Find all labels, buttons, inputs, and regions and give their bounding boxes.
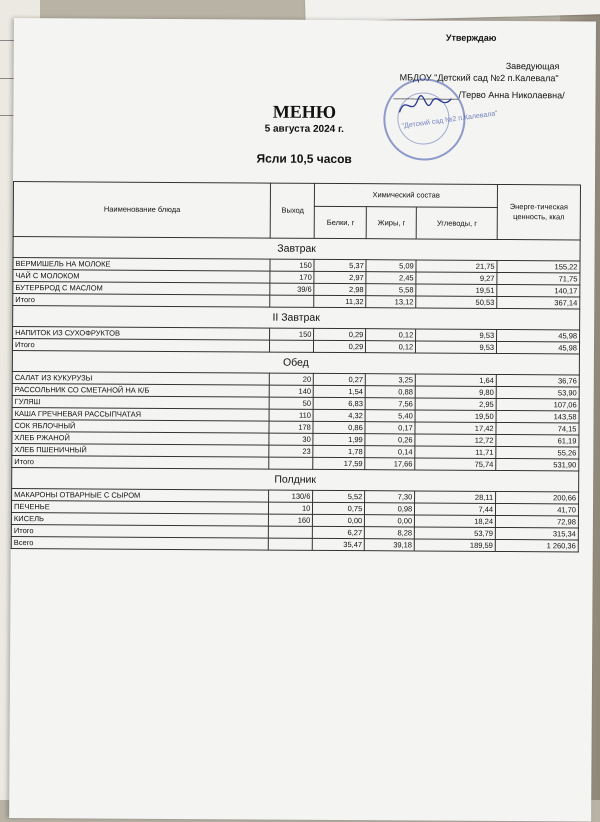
dish-energy: 74,15: [496, 422, 579, 435]
dish-carbs: 9,80: [415, 386, 496, 398]
header-fat: Жиры, г: [366, 207, 416, 239]
empty-cell: [269, 457, 313, 469]
dish-carbs: 9,27: [416, 272, 497, 284]
header-yield: Выход: [271, 183, 315, 238]
dish-protein: 1,54: [314, 385, 366, 397]
dish-fat: 0,88: [365, 386, 415, 398]
total-p: 0,29: [314, 340, 366, 352]
dish-protein: 0,86: [313, 421, 365, 433]
dish-yield: 178: [269, 421, 313, 433]
dish-carbs: 7,44: [415, 503, 496, 515]
dish-energy: 61,19: [496, 434, 579, 447]
dish-energy: 55,26: [496, 446, 579, 459]
dish-fat: 0,14: [365, 446, 415, 458]
total-p: 17,59: [313, 457, 365, 469]
document-date: 5 августа 2024 г.: [264, 123, 344, 136]
dish-energy: 71,75: [497, 272, 580, 285]
document-title: МЕНЮ: [272, 101, 337, 122]
dish-name: ЧАЙ С МОЛОКОМ: [13, 269, 270, 283]
total-label: Итого: [11, 524, 268, 538]
total-p: 11,32: [314, 295, 366, 307]
dish-carbs: 19,51: [416, 284, 497, 296]
empty-cell: [270, 295, 314, 307]
dish-name: НАПИТОК ИЗ СУХОФРУКТОВ: [13, 326, 270, 340]
header-energy: Энерге-тическая ценность, ккал: [497, 184, 580, 240]
dish-yield: 150: [270, 259, 314, 271]
dish-energy: 45,98: [497, 329, 580, 342]
header-carbs: Углеводы, г: [416, 207, 497, 239]
header-name: Наименование блюда: [13, 182, 271, 239]
dish-yield: 20: [270, 373, 314, 385]
dish-fat: 5,58: [366, 284, 416, 296]
dish-energy: 140,17: [497, 284, 580, 297]
dish-name: РАССОЛЬНИК СО СМЕТАНОЙ НА К/Б: [12, 383, 269, 397]
dish-carbs: 19,50: [415, 410, 496, 422]
dish-fat: 0,98: [365, 503, 415, 515]
section-title: II Завтрак: [13, 305, 580, 329]
dish-protein: 5,52: [313, 490, 365, 502]
dish-yield: 160: [269, 514, 313, 526]
dish-protein: 6,83: [313, 397, 365, 409]
dish-carbs: 11,71: [415, 446, 496, 458]
total-f: 13,12: [366, 296, 416, 308]
dish-energy: 200,66: [496, 491, 579, 504]
dish-yield: 10: [269, 502, 313, 514]
approval-heading: Утверждаю: [445, 32, 497, 43]
total-p: 6,27: [313, 526, 365, 538]
dish-fat: 3,25: [366, 374, 416, 386]
dish-name: ПЕЧЕНЬЕ: [11, 500, 268, 514]
dish-carbs: 21,75: [416, 260, 497, 272]
total-c: 53,79: [415, 527, 496, 539]
dish-energy: 143,58: [496, 410, 579, 423]
total-label: Итого: [12, 338, 269, 352]
grand-total-f: 39,18: [365, 539, 415, 551]
approval-position: Заведующая: [505, 61, 560, 72]
dish-protein: 1,99: [313, 433, 365, 445]
dish-name: МАКАРОНЫ ОТВАРНЫЕ С СЫРОМ: [12, 488, 269, 502]
total-f: 0,12: [366, 341, 416, 353]
total-e: 367,14: [497, 296, 580, 309]
dish-name: КАША ГРЕЧНЕВАЯ РАССЫПЧАТАЯ: [12, 407, 269, 421]
dish-carbs: 28,11: [415, 491, 496, 503]
total-e: 315,34: [495, 527, 578, 540]
dish-protein: 2,98: [314, 283, 366, 295]
grand-total-p: 35,47: [313, 538, 365, 550]
section-title: Полдник: [12, 467, 579, 491]
paper-above: [305, 0, 600, 22]
dish-yield: 140: [270, 385, 314, 397]
dish-protein: 5,37: [314, 259, 366, 271]
dish-protein: 0,75: [313, 502, 365, 514]
dish-yield: 39/6: [270, 283, 314, 295]
empty-cell: [269, 526, 313, 538]
total-c: 9,53: [416, 341, 497, 353]
total-label: Итого: [12, 455, 269, 469]
dish-carbs: 18,24: [415, 515, 496, 527]
dish-fat: 2,45: [366, 272, 416, 284]
section-title: Обед: [12, 350, 579, 374]
empty-cell: [270, 340, 314, 352]
dish-energy: 36,76: [496, 374, 579, 387]
empty-cell: [269, 538, 313, 550]
dish-protein: 0,00: [313, 514, 365, 526]
dish-yield: 23: [269, 445, 313, 457]
total-e: 531,90: [496, 458, 579, 471]
dish-protein: 2,97: [314, 271, 366, 283]
dish-protein: 4,32: [313, 409, 365, 421]
dish-energy: 72,98: [495, 515, 578, 528]
dish-name: ХЛЕБ ПШЕНИЧНЫЙ: [12, 443, 269, 457]
dish-carbs: 1,64: [415, 374, 496, 386]
dish-fat: 0,26: [365, 434, 415, 446]
dish-name: САЛАТ ИЗ КУКУРУЗЫ: [12, 371, 269, 385]
dish-yield: 150: [270, 328, 314, 340]
total-f: 8,28: [365, 527, 415, 539]
dish-carbs: 2,95: [415, 398, 496, 410]
grand-total-row: [11, 536, 578, 551]
dish-protein: 1,78: [313, 445, 365, 457]
dish-yield: 130/6: [269, 490, 313, 502]
dish-fat: 0,00: [365, 515, 415, 527]
approval-org: МБДОУ "Детский сад №2 п.Калевала": [399, 72, 559, 84]
grand-total-c: 189,59: [414, 539, 495, 551]
dish-name: БУТЕРБРОД С МАСЛОМ: [13, 281, 270, 295]
dish-energy: 41,70: [496, 503, 579, 516]
dish-name: ХЛЕБ РЖАНОЙ: [12, 431, 269, 445]
dish-carbs: 9,53: [416, 329, 497, 341]
total-c: 75,74: [415, 458, 496, 470]
dish-name: СОК ЯБЛОЧНЫЙ: [12, 419, 269, 433]
dish-yield: 170: [270, 271, 314, 283]
total-f: 17,66: [365, 458, 415, 470]
total-c: 50,53: [416, 296, 497, 308]
approval-signature-line: _____________/Терво Анна Николаевна/: [393, 89, 565, 101]
dish-fat: 5,40: [365, 410, 415, 422]
dish-name: КИСЕЛЬ: [11, 512, 268, 526]
grand-total-e: 1 260,36: [495, 539, 578, 552]
dish-fat: 5,09: [366, 260, 416, 272]
section-title: Завтрак: [13, 236, 580, 260]
grand-total-label: Всего: [11, 536, 268, 550]
dish-energy: 107,06: [496, 398, 579, 411]
dish-protein: 0,29: [314, 328, 366, 340]
dish-name: ГУЛЯШ: [12, 395, 269, 409]
dish-fat: 0,17: [365, 422, 415, 434]
dish-fat: 7,30: [365, 491, 415, 503]
total-label: Итого: [13, 293, 270, 307]
menu-document: [9, 18, 596, 822]
dish-energy: 53,90: [496, 386, 579, 399]
dish-yield: 110: [269, 409, 313, 421]
dish-carbs: 17,42: [415, 422, 496, 434]
dish-name: ВЕРМИШЕЛЬ НА МОЛОКЕ: [13, 257, 270, 271]
dish-protein: 0,27: [314, 373, 366, 385]
total-e: 45,98: [497, 341, 580, 354]
header-protein: Белки, г: [315, 207, 367, 239]
dish-yield: 30: [269, 433, 313, 445]
group-name: Ясли 10,5 часов: [256, 151, 352, 167]
dish-yield: 50: [270, 397, 314, 409]
dish-carbs: 12,72: [415, 434, 496, 446]
dish-energy: 155,22: [497, 260, 580, 273]
header-chemical: Химический состав: [315, 183, 498, 208]
stamp-text: "Детский сад №2 п.Калевала": [401, 110, 499, 131]
menu-table: [11, 181, 581, 552]
dish-fat: 0,12: [366, 329, 416, 341]
dish-fat: 7,56: [365, 398, 415, 410]
